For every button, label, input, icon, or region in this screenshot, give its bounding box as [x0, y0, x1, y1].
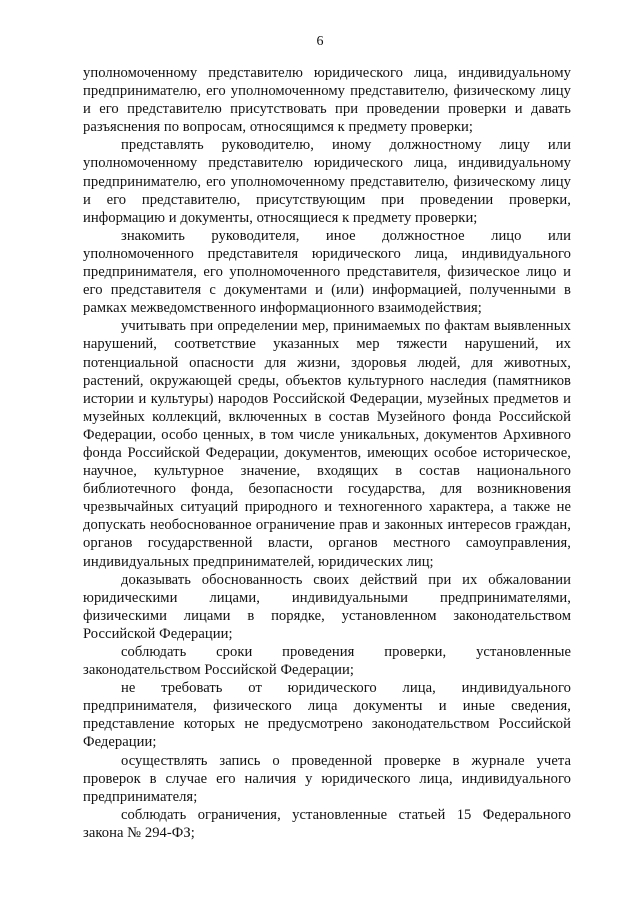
paragraph-continuation: уполномоченному представителю юридического лица, индивидуальному предпринимателю, его уполномоченному представителю, физическому лицу и его представителю присутствовать при проведении проверки и давать разъяснения по вопросам, относящимся к предмету проверки;	[83, 65, 571, 136]
paragraph-consider-measures: учитывать при определении мер, принимаемых по фактам выявленных нарушений, соответствие указанных мер тяжести нарушений, их потенциальной опасности для жизни, здоровья людей, для животных, растений, окружающей среды, объектов культурного наследия (памятников истории и культуры) народов Российской Федерации, музейных предметов и музейных коллекций, включенных в состав Музейного фонда Российской Федерации, особо ценных, в том числе уникальных, документов Архивного фонда Российской Федерации, документов, имеющих особое историческое, научное, культурное значение, входящих в состав национального библиотечного фонда, безопасности государства, для возникновения чрезвычайных ситуаций природного и техногенного характера, а также не допускать необоснованное ограничение прав и законных интересов граждан, органов государственной власти, органов местного самоуправления, индивидуальных предпринимателей, юридических лиц;	[83, 318, 571, 570]
document-body	[83, 64, 571, 842]
paragraph-prove-validity: доказывать обоснованность своих действий при их обжаловании юридическими лицами, индивидуальными предпринимателями, физическими лицами в порядке, установленном законодательством Российской Федерации;	[83, 571, 571, 642]
paragraph-observe-deadlines: соблюдать сроки проведения проверки, установленные законодательством Российской Федерации;	[83, 644, 571, 679]
paragraph-observe-restrictions: соблюдать ограничения, установленные статьей 15 Федерального закона № 294-ФЗ;	[83, 806, 571, 841]
paragraph-not-require-documents: не требовать от юридического лица, индивидуального предпринимателя, физического лица документы и иные сведения, представление которых не предусмотрено законодательством Российской Федерации;	[83, 680, 571, 751]
page-number: 6	[316, 34, 324, 49]
paragraph-provide-information: представлять руководителю, иному должностному лицу или уполномоченному представителю юридического лица, индивидуальному предпринимателю, его уполномоченному представителю, физическому лицу и его представителю, присутствующим при проведении проверки, информацию и документы, относящиеся к предмету проверки;	[83, 137, 571, 226]
paragraph-familiarize-documents: знакомить руководителя, иное должностное лицо или уполномоченного представителя юридического лица, индивидуального предпринимателя, его уполномоченного представителя, физическое лицо и его представителя с документами и (или) информацией, полученными в рамках межведомственного информационного взаимодействия;	[83, 227, 571, 317]
paragraph-log-inspection: осуществлять запись о проведенной проверке в журнале учета проверок в случае его наличия у юридического лица, индивидуального предпринимателя;	[83, 752, 571, 805]
